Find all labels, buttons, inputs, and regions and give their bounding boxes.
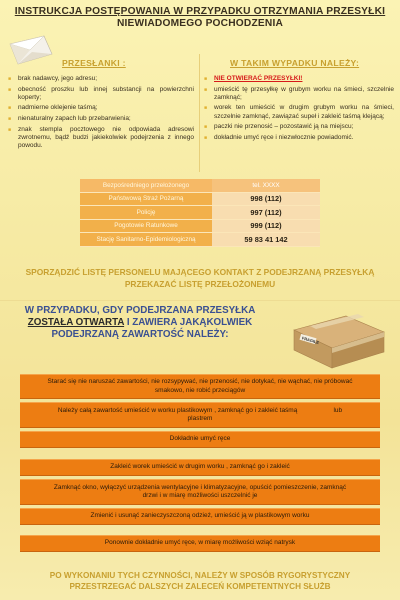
step-line-1: Dokładnie umyć ręce	[169, 435, 231, 443]
list-item: ■ nienaturalny zapach lub przebarwienia;	[8, 115, 194, 123]
nalezy-list	[204, 75, 394, 144]
envelope-icon	[6, 30, 56, 70]
personnel-line-1: SPORZĄDZIĆ LISTĘ PERSONELU MAJĄCEGO KONTAKT Z PODEJRZANĄ PRZESYŁKĄ	[25, 267, 375, 277]
table-row	[80, 192, 320, 206]
warning-item: ■ NIE OTWIERAĆ PRZESYŁKI!	[204, 75, 394, 83]
opened-line-2: I ZAWIERA JAKĄKOLWIEK	[124, 317, 253, 328]
list-item: ■ dokładnie umyć ręce i niezwłocznie powiadomić.	[204, 134, 394, 142]
personnel-line-2: PRZEKAZAĆ LISTĘ PRZEŁOŻONEMU	[124, 279, 276, 289]
opened-line-3: PODEJRZANĄ ZAWARTOŚĆ NALEŻY:	[51, 329, 229, 340]
opened-emphasis: ZOSTAŁA OTWARTA	[27, 317, 125, 328]
contact-name: Państwową Straż Pożarną	[80, 192, 212, 206]
contact-phone: 999 (112)	[212, 219, 320, 233]
przeslanki-header: PRZESŁANKI :	[62, 58, 126, 68]
step-item	[20, 402, 380, 428]
column-divider	[199, 54, 200, 172]
package-label: FRAGILE	[301, 335, 320, 346]
contacts-table	[80, 179, 320, 247]
step-item	[20, 508, 380, 525]
contact-phone: 998 (112)	[212, 192, 320, 206]
step-line-2: plastrem	[187, 415, 213, 422]
nalezy-header: W TAKIM WYPADKU NALEŻY:	[230, 58, 360, 68]
title-line-2: NIEWIADOMEGO POCHODZENIA	[116, 18, 284, 29]
title-line-1: INSTRUKCJA POSTĘPOWANIA W PRZYPADKU OTRZYMANIA PRZESYŁKI	[14, 6, 386, 17]
step-line-1: Zamknąć okno, wyłączyć urządzenia wentylacyjne i klimatyzacyjne, opuścić pomieszczenie, zamknąć	[53, 483, 347, 491]
step-line-1: Zakleić worek umieścić w drugim worku , zamknąć go i zakleić	[110, 463, 290, 471]
personnel-list-note	[0, 266, 400, 290]
opened-line-1: W PRZYPADKU, GDY PODEJRZANA PRZESYŁKA	[24, 305, 256, 316]
table-row	[80, 179, 320, 192]
step-item	[20, 374, 380, 399]
footer-note	[0, 570, 400, 592]
divider	[0, 300, 400, 301]
step-item	[20, 431, 380, 448]
contact-name: Bezpośredniego przełożonego	[80, 179, 212, 192]
contact-phone: 997 (112)	[212, 206, 320, 220]
step-item	[20, 535, 380, 552]
step-line-1: Ponownie dokładnie umyć ręce, w miarę możliwości wziąć natrysk	[104, 539, 296, 547]
list-item: ■ umieścić tę przesyłkę w grubym worku na śmieci, szczelnie zamknąć;	[204, 86, 394, 102]
footer-line-2: PRZESTRZEGAĆ DALSZYCH ZALECEŃ KOMPETENTNYCH SŁUŻB	[69, 582, 331, 591]
przeslanki-list	[8, 75, 194, 153]
list-item: ■ znak stempla pocztowego nie odpowiada adresowi zwrotnemu, bądź budzi jakiekolwiek podejrzenia z innego powodu.	[8, 126, 194, 151]
table-row	[80, 233, 320, 247]
step-line-2: drzwi i w miarę możliwości uszczelnić je	[142, 492, 258, 499]
contact-name: Stację Sanitarno-Epidemiologiczną	[80, 233, 212, 247]
list-item: ■ nadmierne oklejenie taśmą;	[8, 104, 194, 112]
step-line-2: smakowo, nie robić przeciągów	[154, 386, 246, 394]
step-item	[20, 459, 380, 476]
parcel-box-icon	[288, 302, 388, 370]
step-line-1: Zmienić i usunąć zanieczyszczoną odzież, umieścić ją w plastikowym worku	[90, 512, 310, 520]
list-item: ■ paczki nie przenosić – pozostawić ją na miejscu;	[204, 123, 394, 131]
footer-line-1: PO WYKONANIU TYCH CZYNNOŚCI, NALEŻY W SPOSÓB RYGORYSTYCZNY	[49, 571, 351, 580]
page-title	[0, 6, 400, 30]
table-row	[80, 219, 320, 233]
contact-name: Policję	[80, 206, 212, 220]
list-item: ■ obecność proszku lub innej substancji na powierzchni koperty;	[8, 86, 194, 102]
contact-phone: 59 83 41 142	[212, 233, 320, 247]
list-item: ■ worek ten umieścić w drugim grubym worku na śmieci, szczelnie zamknąć, zawiązać supeł i zakleić taśmą klejącą;	[204, 104, 394, 120]
table-row	[80, 206, 320, 220]
step-item	[20, 479, 380, 505]
contact-phone: tel. XXXX	[212, 179, 320, 192]
opened-parcel-heading	[0, 305, 280, 341]
step-line-1: Należy całą zawartość umieścić w worku plastikowym , zamknąć go i zakleić taśmą lub	[57, 406, 343, 414]
list-item: ■ brak nadawcy, jego adresu;	[8, 75, 194, 83]
contact-name: Pogotowie Ratunkowe	[80, 219, 212, 233]
step-line-1: Starać się nie naruszać zawartości, nie rozsypywać, nie przenosić, nie dotykać, nie wąchać, nie próbować	[47, 378, 353, 386]
